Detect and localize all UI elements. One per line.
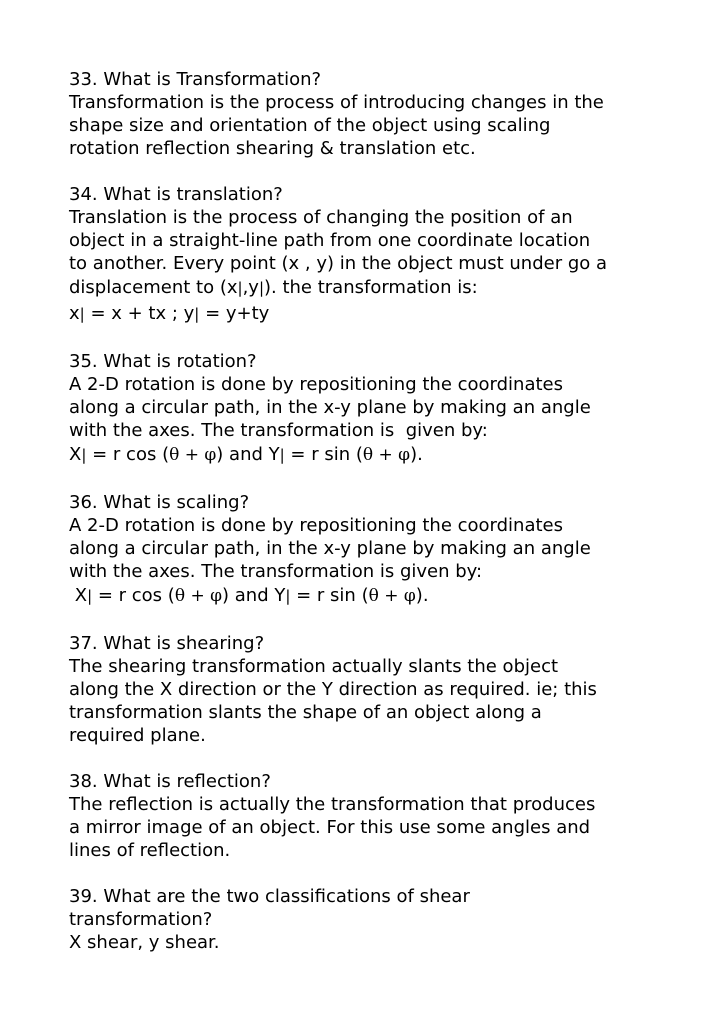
answer-line: along a circular path, in the x-y plane by making an angle — [69, 397, 591, 418]
text-segment: ). — [415, 585, 429, 606]
answer-line: object in a straight-line path from one coordinate location — [69, 230, 591, 251]
answer-line: with the axes. The transformation is given by: — [69, 420, 488, 441]
answer-line: along a circular path, in the x-y plane by making an angle — [69, 538, 591, 559]
answer-line: Transformation is the process of introducing changes in the — [69, 92, 604, 113]
qa-transformation — [69, 68, 709, 160]
text-segment: X — [69, 444, 82, 465]
document-page — [69, 68, 709, 977]
text-segment: = y+ty — [199, 303, 270, 324]
prime-bar: | — [285, 587, 291, 605]
answer-line: with the axes. The transformation is given by: — [69, 561, 483, 582]
greek-symbols: θ + φ — [174, 586, 223, 606]
greek-symbols: θ + φ — [169, 445, 217, 465]
answer-line: X shear, y shear. — [69, 932, 220, 953]
greek-symbols: θ + φ — [368, 586, 416, 606]
prime-bar: | — [194, 305, 200, 323]
question-heading: 38. What is reflection? — [69, 771, 271, 792]
answer-line: along the X direction or the Y direction as required. ie; this — [69, 679, 597, 700]
answer-line: a mirror image of an object. For this use some angles and — [69, 817, 591, 838]
question-heading: 36. What is scaling? — [69, 492, 250, 513]
text-segment: = r sin ( — [284, 444, 363, 465]
answer-line: shape size and orientation of the object using scaling — [69, 115, 551, 136]
answer-line: The reflection is actually the transformation that produces — [69, 794, 596, 815]
text-segment: ). the transformation is: — [264, 277, 478, 298]
qa-translation — [69, 183, 709, 327]
qa-rotation — [69, 350, 709, 468]
answer-line: lines of reflection. — [69, 840, 231, 861]
text-segment: x — [69, 303, 80, 324]
qa-shearing — [69, 632, 709, 747]
text-segment: = r cos ( — [92, 585, 175, 606]
answer-line: to another. Every point (x , y) in the object must under go a — [69, 253, 608, 274]
question-heading-continued: transformation? — [69, 909, 213, 930]
qa-scaling — [69, 491, 709, 609]
text-segment: displacement to (x — [69, 277, 238, 298]
scaling-formula — [69, 583, 709, 609]
text-segment: ,y — [242, 277, 259, 298]
answer-line: The shearing transformation actually slants the object — [69, 656, 559, 677]
qa-reflection — [69, 770, 709, 862]
question-heading: 35. What is rotation? — [69, 351, 257, 372]
text-segment: ) and Y — [222, 585, 286, 606]
answer-line: transformation slants the shape of an object along a — [69, 702, 542, 723]
text-segment: X — [69, 585, 88, 606]
answer-line: Translation is the process of changing the position of an — [69, 207, 573, 228]
prime-bar: | — [237, 279, 243, 297]
prime-bar: | — [79, 305, 85, 323]
prime-bar: | — [279, 446, 285, 464]
text-segment: = r cos ( — [86, 444, 170, 465]
prime-bar: | — [258, 279, 264, 297]
answer-line: rotation reflection shearing & translation etc. — [69, 138, 476, 159]
text-segment: = x + tx ; y — [84, 303, 195, 324]
question-heading: 39. What are the two classifications of shear — [69, 886, 470, 907]
question-heading: 33. What is Transformation? — [69, 69, 322, 90]
answer-line: required plane. — [69, 725, 206, 746]
prime-bar: | — [87, 587, 93, 605]
rotation-formula — [69, 442, 709, 468]
question-heading: 34. What is translation? — [69, 184, 283, 205]
displacement-line — [69, 275, 709, 301]
translation-formula — [69, 301, 709, 327]
text-segment: = r sin ( — [290, 585, 369, 606]
answer-line: A 2-D rotation is done by repositioning the coordinates — [69, 374, 563, 395]
text-segment: ) and Y — [216, 444, 280, 465]
text-segment: ). — [410, 444, 423, 465]
prime-bar: | — [81, 446, 87, 464]
answer-line: A 2-D rotation is done by repositioning the coordinates — [69, 515, 563, 536]
qa-shear-classifications — [69, 885, 709, 954]
question-heading: 37. What is shearing? — [69, 633, 265, 654]
greek-symbols: θ + φ — [362, 445, 411, 465]
